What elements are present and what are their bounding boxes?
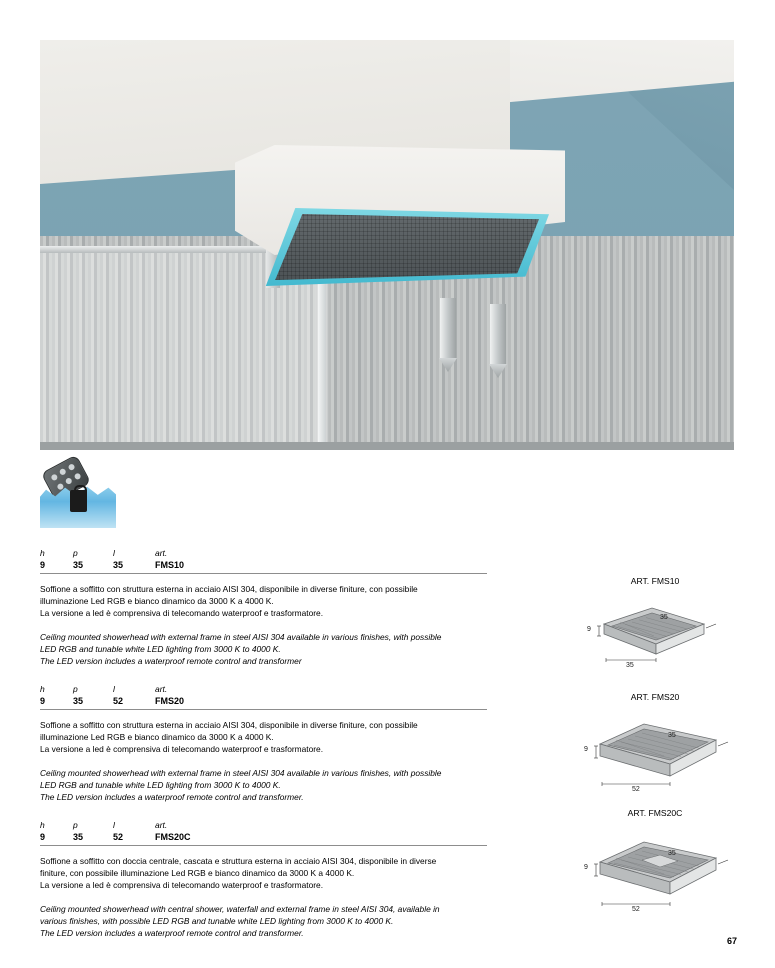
desc-line: La versione a led è comprensiva di telecomando waterproof e trasformatore. [40, 744, 324, 755]
desc-line: LED RGB and tunable white LED lighting from 3000 K to 4000 K. [40, 779, 281, 790]
dim-p-label: 52 [632, 786, 640, 793]
dim-h-label: 9 [584, 746, 588, 753]
value-art: FMS20C [155, 832, 191, 842]
page-number: 67 [726, 936, 737, 946]
spec-values-row [40, 560, 487, 574]
desc-line: La versione a led è comprensiva di telecomando waterproof e trasformatore. [40, 880, 324, 891]
feature-icons [40, 462, 118, 530]
description-english [40, 631, 487, 668]
col-header-p: p [73, 548, 78, 558]
col-header-art: art. [155, 684, 168, 694]
iso-drawing-fms20 [594, 718, 734, 794]
value-art: FMS10 [155, 560, 185, 570]
desc-line: Ceiling mounted showerhead with external frame in steel AISI 304 available in various finishes, with possible [40, 767, 442, 778]
value-l: 52 [113, 696, 124, 706]
spec-values-row [40, 696, 487, 710]
drawing-block-fms20c [560, 808, 750, 913]
value-l: 35 [113, 560, 124, 570]
drawing-canvas [560, 828, 750, 913]
product-block-fms10 [40, 548, 487, 667]
desc-line: Ceiling mounted showerhead with external frame in steel AISI 304 available in various finishes, with possible [40, 631, 442, 642]
value-h: 9 [40, 696, 46, 706]
description-italian [40, 583, 487, 620]
product-block-fms20c [40, 820, 487, 939]
value-p: 35 [73, 832, 84, 842]
dim-l-label: 35 [668, 732, 676, 739]
iso-drawing-fms20c [594, 834, 734, 914]
description-english [40, 767, 487, 804]
col-header-l: l [113, 820, 115, 830]
drawing-title: ART. FMS20 [630, 692, 680, 702]
col-header-l: l [113, 548, 115, 558]
spec-values-row [40, 832, 487, 846]
desc-line: Soffione a soffitto con struttura esterna in acciaio AISI 304, disponibile in diverse finiture, con possibile [40, 584, 418, 594]
dim-l-label: 35 [668, 850, 676, 857]
waterproof-badge-icon [70, 490, 87, 512]
photo-wall-hook [440, 298, 456, 360]
product-block-fms20 [40, 684, 487, 803]
spec-column-headers [40, 820, 487, 832]
drawing-title: ART. FMS20C [627, 808, 683, 818]
value-p: 35 [73, 696, 84, 706]
desc-line: Soffione a soffitto con struttura esterna in acciaio AISI 304, disponibile in diverse finiture, con possibile [40, 720, 418, 730]
desc-line: various finishes, with possible LED RGB and tunable white LED lighting from 3000 K to 4000 K. [40, 915, 394, 926]
spec-column-headers [40, 548, 487, 560]
desc-line: Soffione a soffitto con doccia centrale, cascata e struttura esterna in acciaio AISI 304, disponibile in diverse [40, 856, 437, 866]
col-header-p: p [73, 684, 78, 694]
desc-line: Ceiling mounted showerhead with central shower, waterfall and external frame in steel AISI 304, available in [40, 903, 440, 914]
col-header-p: p [73, 820, 78, 830]
desc-line: La versione a led è comprensiva di telecomando waterproof e trasformatore. [40, 608, 324, 619]
desc-line: LED RGB and tunable white LED lighting from 3000 K to 4000 K. [40, 643, 281, 654]
dim-h-label: 9 [587, 626, 591, 633]
description-italian [40, 719, 487, 756]
spec-column-headers [40, 684, 487, 696]
photo-wall-hook [490, 304, 506, 366]
desc-line: finiture, con possibile illuminazione Led RGB e bianco dinamico da 3000 K a 4000 K. [40, 868, 355, 879]
desc-line: The LED version includes a waterproof remote control and transformer [40, 656, 302, 667]
description-english [40, 903, 487, 940]
product-photo [40, 40, 734, 450]
value-art: FMS20 [155, 696, 185, 706]
photo-showerhead-nozzle-plate [267, 214, 539, 280]
drawing-block-fms10 [560, 576, 750, 674]
col-header-h: h [40, 684, 45, 694]
dim-l-label: 35 [660, 614, 668, 621]
photo-floor-line [40, 442, 734, 450]
drawing-canvas [560, 712, 750, 793]
description-italian [40, 855, 487, 892]
col-header-art: art. [155, 820, 168, 830]
drawing-canvas [560, 596, 750, 674]
desc-line: illuminazione Led RGB e bianco dinamico da 3000 K a 4000 K. [40, 732, 274, 743]
col-header-l: l [113, 684, 115, 694]
drawing-title: ART. FMS10 [630, 576, 680, 586]
value-p: 35 [73, 560, 84, 570]
col-header-h: h [40, 548, 45, 558]
value-l: 52 [113, 832, 124, 842]
value-h: 9 [40, 560, 46, 570]
desc-line: illuminazione Led RGB e bianco dinamico da 3000 K a 4000 K. [40, 596, 274, 607]
col-header-h: h [40, 820, 45, 830]
iso-drawing-fms10 [594, 602, 726, 674]
dim-p-label: 35 [626, 662, 634, 669]
value-h: 9 [40, 832, 46, 842]
desc-line: The LED version includes a waterproof remote control and transformer. [40, 792, 304, 803]
drawing-block-fms20 [560, 692, 750, 793]
col-header-art: art. [155, 548, 168, 558]
dim-h-label: 9 [584, 864, 588, 871]
dim-p-label: 52 [632, 906, 640, 913]
desc-line: The LED version includes a waterproof remote control and transformer. [40, 928, 304, 939]
